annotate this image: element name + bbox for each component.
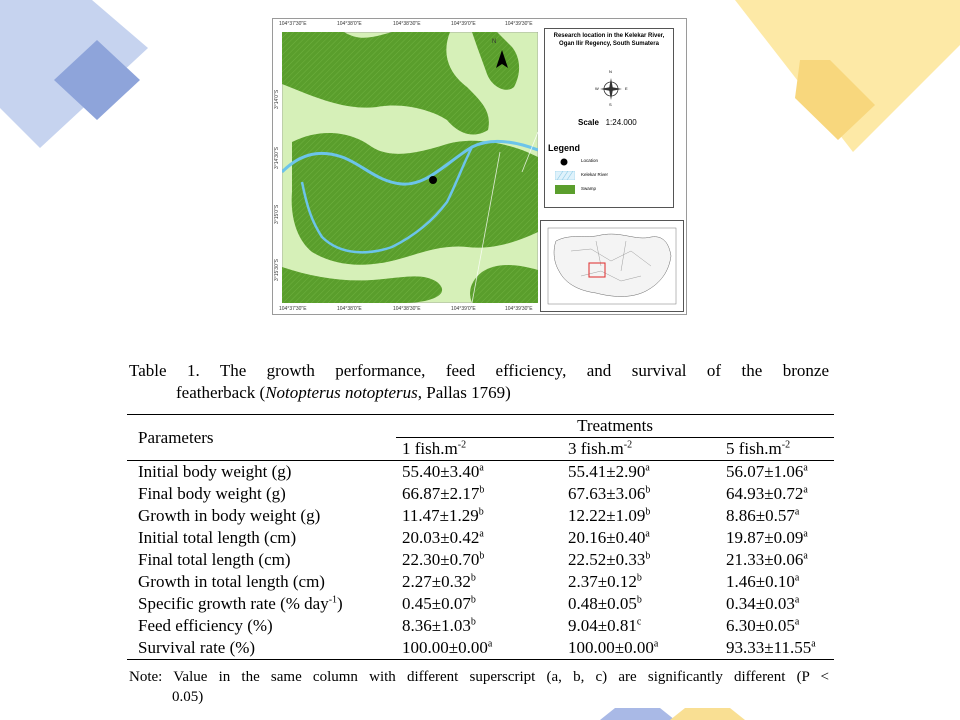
table-row — [127, 527, 834, 549]
lon-tick-bottom: 104°39'30"E — [505, 306, 533, 312]
table-row — [127, 549, 834, 571]
table-row — [127, 505, 834, 527]
parameter-cell: Initial body weight (g) — [138, 462, 292, 481]
value-cell: 55.41±2.90$^a$ — [568, 462, 650, 481]
lat-tick: 3°14'30"S — [274, 147, 280, 169]
legend-label: Kelekar River — [581, 172, 609, 177]
dot-icon — [559, 157, 569, 167]
column-header: 1 $fish.m^{-2}$ — [402, 439, 467, 458]
compass-icon — [599, 75, 623, 101]
caption-text: featherback ( — [176, 383, 266, 402]
parameter-cell: Final total length (cm) — [138, 550, 291, 569]
table-row — [127, 637, 834, 660]
parameter-cell: Growth in total length (cm) — [138, 572, 325, 591]
value-cell: 21.33±0.06$^a$ — [726, 550, 808, 569]
parameter-cell: Feed efficiency (%) — [138, 616, 273, 635]
north-label: N — [492, 39, 497, 45]
value-cell: 100.00±0.00$^a$ — [402, 638, 493, 657]
legend-item-swamp — [555, 185, 665, 195]
caption-species: Notopterus notopterus — [265, 383, 418, 402]
lon-tick-top: 104°39'0"E — [451, 21, 476, 27]
decor-bottom — [600, 708, 750, 720]
caption-text: , Pallas 1769) — [417, 383, 511, 402]
swamp-fill-icon — [555, 185, 575, 194]
inset-map — [540, 220, 684, 312]
legend-label: Location — [581, 158, 599, 163]
decor-top-left — [0, 0, 150, 160]
scale-value: 1:24.000 — [605, 118, 637, 127]
value-cell: 67.63±3.06$^b$ — [568, 484, 651, 503]
value-cell: 0.34±0.03$^a$ — [726, 594, 800, 613]
table-row — [127, 571, 834, 593]
decor-top-right — [735, 0, 960, 160]
parameter-cell: Survival rate (%) — [138, 638, 256, 657]
value-cell: 22.30±0.70$^b$ — [402, 550, 485, 569]
value-cell: 8.86±0.57$^a$ — [726, 506, 800, 525]
value-cell: 20.03±0.42$^a$ — [402, 528, 484, 547]
value-cell: 66.87±2.17$^b$ — [402, 484, 485, 503]
value-cell: 56.07±1.06$^a$ — [726, 462, 808, 481]
value-cell: 0.45±0.07$^b$ — [402, 594, 476, 613]
value-cell: 8.36±1.03$^b$ — [402, 616, 476, 635]
value-cell: 0.48±0.05$^b$ — [568, 594, 642, 613]
compass-w: W — [595, 86, 599, 91]
legend-title: Legend — [548, 143, 581, 153]
location-dot — [429, 176, 437, 184]
value-cell: 93.33±11.55$^a$ — [726, 638, 816, 657]
lat-tick: 3°15'0"S — [274, 204, 280, 224]
value-cell: 6.30±0.05$^a$ — [726, 616, 800, 635]
scale-label: Scale — [578, 118, 599, 127]
note-line-2: 0.05) — [172, 689, 204, 705]
compass-s: S — [609, 102, 612, 107]
lon-tick-top: 104°38'30"E — [393, 21, 421, 27]
lon-tick-bottom: 104°38'0"E — [337, 306, 362, 312]
table-row — [127, 593, 834, 615]
compass-n: N — [609, 69, 612, 74]
table-body — [127, 461, 834, 660]
caption-line-1: Table 1. The growth performance, feed efficiency, and survival of the bronze — [129, 361, 829, 380]
value-cell: 55.40±3.40$^a$ — [402, 462, 484, 481]
parameter-cell: Growth in body weight (g) — [138, 506, 321, 525]
legend-label: Swamp — [581, 186, 597, 191]
parameters-header: Parameters — [138, 427, 214, 447]
parameter-cell: Specific growth rate (% day$^{-1}$) — [138, 594, 343, 613]
map-scale — [578, 118, 637, 127]
table-row — [127, 615, 834, 637]
value-cell: 2.37±0.12$^b$ — [568, 572, 642, 591]
lon-tick-top: 104°38'0"E — [337, 21, 362, 27]
value-cell: 22.52±0.33$^b$ — [568, 550, 651, 569]
parameter-cell: Final body weight (g) — [138, 484, 286, 503]
column-header: 3 $fish.m^{-2}$ — [568, 439, 633, 458]
lon-tick-top: 104°37'30"E — [279, 21, 307, 27]
value-cell: 19.87±0.09$^a$ — [726, 528, 808, 547]
river-hatch-icon — [555, 171, 575, 180]
legend-item-river — [555, 171, 665, 181]
map-canvas — [282, 32, 538, 303]
lat-tick: 3°14'0"S — [274, 89, 280, 109]
value-cell: 12.22±1.09$^b$ — [568, 506, 651, 525]
growth-table — [127, 414, 834, 660]
lon-tick-bottom: 104°39'0"E — [451, 306, 476, 312]
table-note — [129, 667, 829, 707]
value-cell: 1.46±0.10$^a$ — [726, 572, 800, 591]
treatments-header: Treatments — [396, 415, 834, 438]
value-cell: 64.93±0.72$^a$ — [726, 484, 808, 503]
lat-tick: 3°15'30"S — [274, 259, 280, 281]
table-row — [127, 483, 834, 505]
caption-line-2 — [129, 382, 829, 404]
compass-e: E — [625, 86, 628, 91]
lon-tick-bottom: 104°37'30"E — [279, 306, 307, 312]
column-header: 5 $fish.m^{-2}$ — [726, 439, 791, 458]
table-row — [127, 461, 834, 484]
table-caption — [129, 360, 829, 404]
parameter-cell: Initial total length (cm) — [138, 528, 297, 547]
map-title: Research location in the Kelekar River, Ogan Ilir Regency, South Sumatera — [553, 33, 665, 47]
value-cell: 2.27±0.32$^b$ — [402, 572, 476, 591]
value-cell: 11.47±1.29$^b$ — [402, 506, 484, 525]
map-legend-box — [544, 28, 674, 208]
inset-map-canvas — [541, 221, 683, 311]
lon-tick-bottom: 104°38'30"E — [393, 306, 421, 312]
note-line-1: Note: Value in the same column with different superscript (a, b, c) are significantly different (P < — [129, 669, 829, 685]
value-cell: 20.16±0.40$^a$ — [568, 528, 650, 547]
legend-item-location — [555, 157, 665, 167]
value-cell: 100.00±0.00$^a$ — [568, 638, 659, 657]
lon-tick-top: 104°39'30"E — [505, 21, 533, 27]
value-cell: 9.04±0.81$^c$ — [568, 616, 642, 635]
